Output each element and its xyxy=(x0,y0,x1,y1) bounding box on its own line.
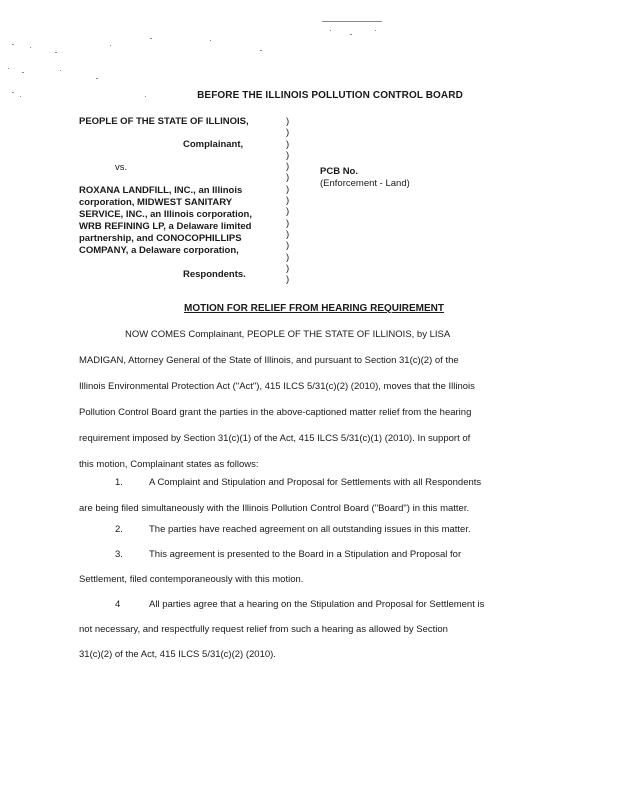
case-number: PCB No. xyxy=(320,166,358,177)
paragraph-line: are being filed simultaneously with the Illinois Pollution Control Board ("Board") in this matter. xyxy=(79,503,470,514)
paragraph-line: 31(c)(2) of the Act, 415 ILCS 5/31(c)(2) (2010). xyxy=(79,649,276,660)
paragraph-number: 3. xyxy=(115,549,123,560)
plaintiff-name: PEOPLE OF THE STATE OF ILLINOIS, xyxy=(79,116,249,127)
defendant-line: partnership, and CONOCOPHILLIPS xyxy=(79,233,242,244)
paren: ) xyxy=(286,149,290,161)
paren: ) xyxy=(286,217,290,229)
plaintiff-role: Complainant, xyxy=(183,139,244,150)
intro-line: MADIGAN, Attorney General of the State of Illinois, and pursuant to Section 31(c)(2) of the xyxy=(79,355,459,366)
defendant-role: Respondents. xyxy=(183,269,246,280)
paragraph-line: All parties agree that a hearing on the Stipulation and Proposal for Settlement is xyxy=(149,599,485,610)
paren: ) xyxy=(286,138,290,150)
defendant-line: COMPANY, a Delaware corporation, xyxy=(79,245,239,256)
intro-line: this motion, Complainant states as follows: xyxy=(79,459,259,470)
caption-parentheses xyxy=(286,116,296,285)
paren: ) xyxy=(286,127,290,139)
paragraph-line: Settlement, filed contemporaneously with this motion. xyxy=(79,574,304,585)
case-type: (Enforcement - Land) xyxy=(320,177,410,189)
paren: ) xyxy=(286,240,290,252)
intro-line: NOW COMES Complainant, PEOPLE OF THE STATE OF ILLINOIS, by LISA xyxy=(125,329,451,340)
paren: ) xyxy=(286,251,290,263)
intro-line: Pollution Control Board grant the parties in the above-captioned matter relief from the hearing xyxy=(79,407,472,418)
paren: ) xyxy=(286,161,290,173)
paragraph-line: The parties have reached agreement on all outstanding issues in this matter. xyxy=(149,524,471,535)
defendant-line: WRB REFINING LP, a Delaware limited xyxy=(79,221,252,232)
paren: ) xyxy=(286,195,290,207)
paren: ) xyxy=(286,262,290,274)
versus-label: vs. xyxy=(115,162,128,173)
paren: ) xyxy=(286,228,290,240)
court-title: BEFORE THE ILLINOIS POLLUTION CONTROL BOARD xyxy=(197,90,463,101)
paragraph-line: not necessary, and respectfully request relief from such a hearing as allowed by Section xyxy=(79,624,448,635)
intro-line: requirement imposed by Section 31(c)(1) of the Act, 415 ILCS 5/31(c)(1) (2010). In support of xyxy=(79,433,471,444)
paragraph-number: 4 xyxy=(115,599,121,610)
paragraph-line: A Complaint and Stipulation and Proposal for Settlements with all Respondents xyxy=(149,477,482,488)
case-caption-parties xyxy=(79,116,289,281)
paren: ) xyxy=(286,183,290,195)
paragraph-line: This agreement is presented to the Board in a Stipulation and Proposal for xyxy=(149,549,462,560)
paragraph-number: 2. xyxy=(115,524,123,535)
paren: ) xyxy=(286,206,290,218)
intro-line: Illinois Environmental Protection Act ("Act"), 415 ILCS 5/31(c)(2) (2010), moves that the Illinois xyxy=(79,381,475,392)
defendant-line: corporation, MIDWEST SANITARY xyxy=(79,197,233,208)
defendant-line: SERVICE, INC., an Illinois corporation, xyxy=(79,209,252,220)
motion-title: MOTION FOR RELIEF FROM HEARING REQUIREMENT xyxy=(184,303,444,314)
defendant-line: ROXANA LANDFILL, INC., an Illinois xyxy=(79,185,243,196)
paren: ) xyxy=(286,172,290,184)
paren: ) xyxy=(286,116,290,127)
paragraph-number: 1. xyxy=(115,477,123,488)
paren: ) xyxy=(286,274,290,286)
case-number-block xyxy=(320,166,410,189)
